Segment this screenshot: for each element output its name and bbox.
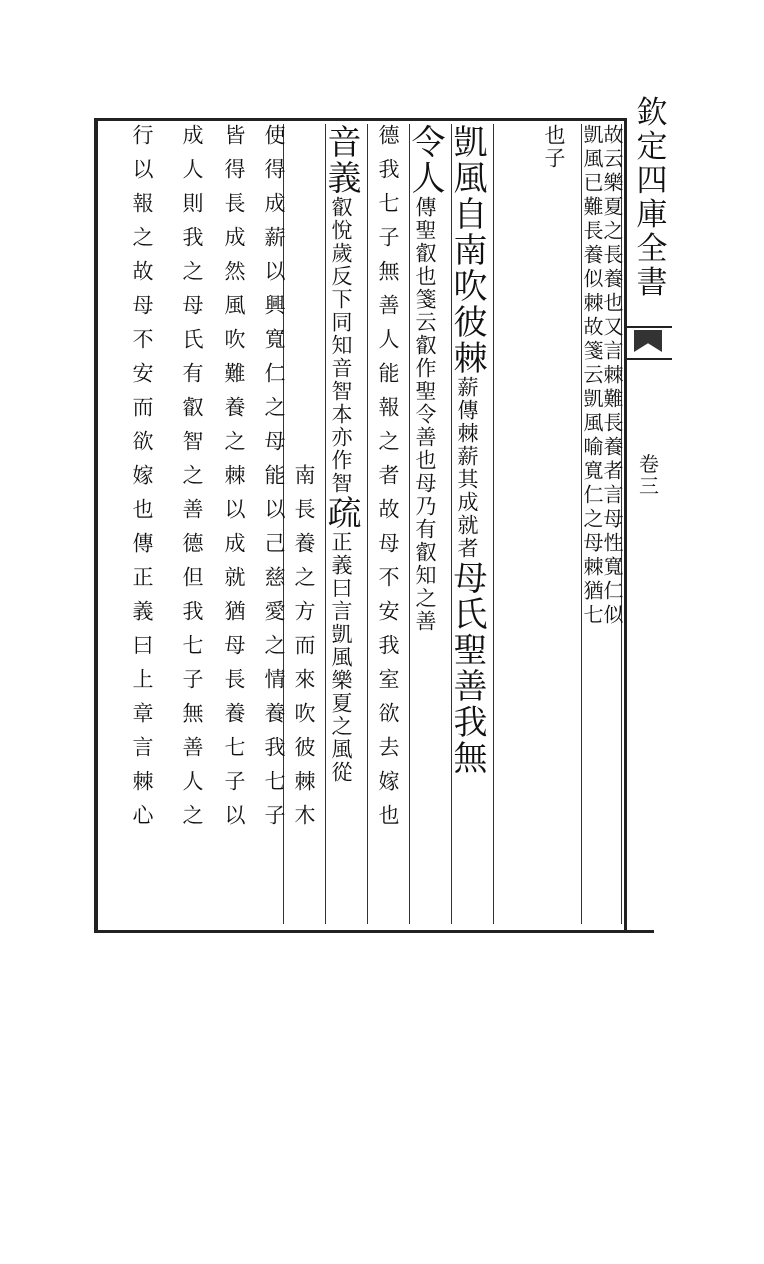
commentary-line-left: 皆得長成然風吹難養之棘以成就猶母長養七子以 <box>222 124 246 838</box>
fishtail-mark-icon <box>624 326 672 360</box>
commentary-text: 南長養之方而來吹彼棘木 <box>292 464 316 838</box>
text-column-4 <box>405 124 452 924</box>
text-column-9 <box>102 124 202 924</box>
text-column-2 <box>494 124 582 924</box>
commentary-line <box>321 124 366 924</box>
commentary-text-2: 正義曰言凱風樂夏之風從 <box>329 531 353 784</box>
verse-text: 令人 <box>405 124 445 196</box>
margin-column <box>624 88 672 936</box>
text-column-1 <box>582 124 622 924</box>
commentary-line-left: 凱風已難長養似棘故箋云凱風喻寬仁之母棘猶七 <box>580 124 604 628</box>
commentary-text: 德我七子無善人能報之者故母不安我室欲去嫁也 <box>376 124 400 838</box>
small-text: 也子 <box>542 124 566 170</box>
verse-text-2: 母氏聖善我無 <box>447 560 487 776</box>
border-bottom <box>94 930 654 933</box>
page-frame <box>94 88 684 936</box>
border-top <box>94 118 624 121</box>
commentary-line-left: 行以報之故母不安而欲嫁也傳正義曰上章言棘心 <box>130 124 154 838</box>
commentary-line-right: 使得成薪以興寬仁之母能以己慈愛之情養我七子 <box>262 124 286 838</box>
verse-commentary: 薪傳棘薪其成就者 <box>455 376 479 560</box>
text-column-6 <box>321 124 368 924</box>
section-mark: 音義 <box>321 124 361 196</box>
commentary-line-right: 成人則我之母氏有叡智之善德但我七子無善人之 <box>180 124 204 838</box>
verse-commentary: 傳聖叡也箋云叡作聖令善也母乃有叡知之善 <box>413 196 437 633</box>
section-mark-2: 疏 <box>321 495 361 531</box>
text-column-8 <box>204 124 284 924</box>
volume-label: 卷三 <box>639 452 659 498</box>
border-left <box>94 118 98 933</box>
verse-line <box>447 124 492 924</box>
commentary-line-right: 故云樂夏之長養也又言棘難長養者言母性寬仁似 <box>600 124 624 628</box>
text-column-5 <box>368 124 410 924</box>
text-column-7 <box>284 124 326 924</box>
verse-line <box>405 124 450 924</box>
book-title: 欽定四庫全書 <box>636 95 668 301</box>
text-column-3 <box>447 124 494 924</box>
commentary-text: 叡悅歲反下同知音智本亦作智 <box>329 196 353 495</box>
verse-text: 凱風自南吹彼棘 <box>447 124 487 376</box>
